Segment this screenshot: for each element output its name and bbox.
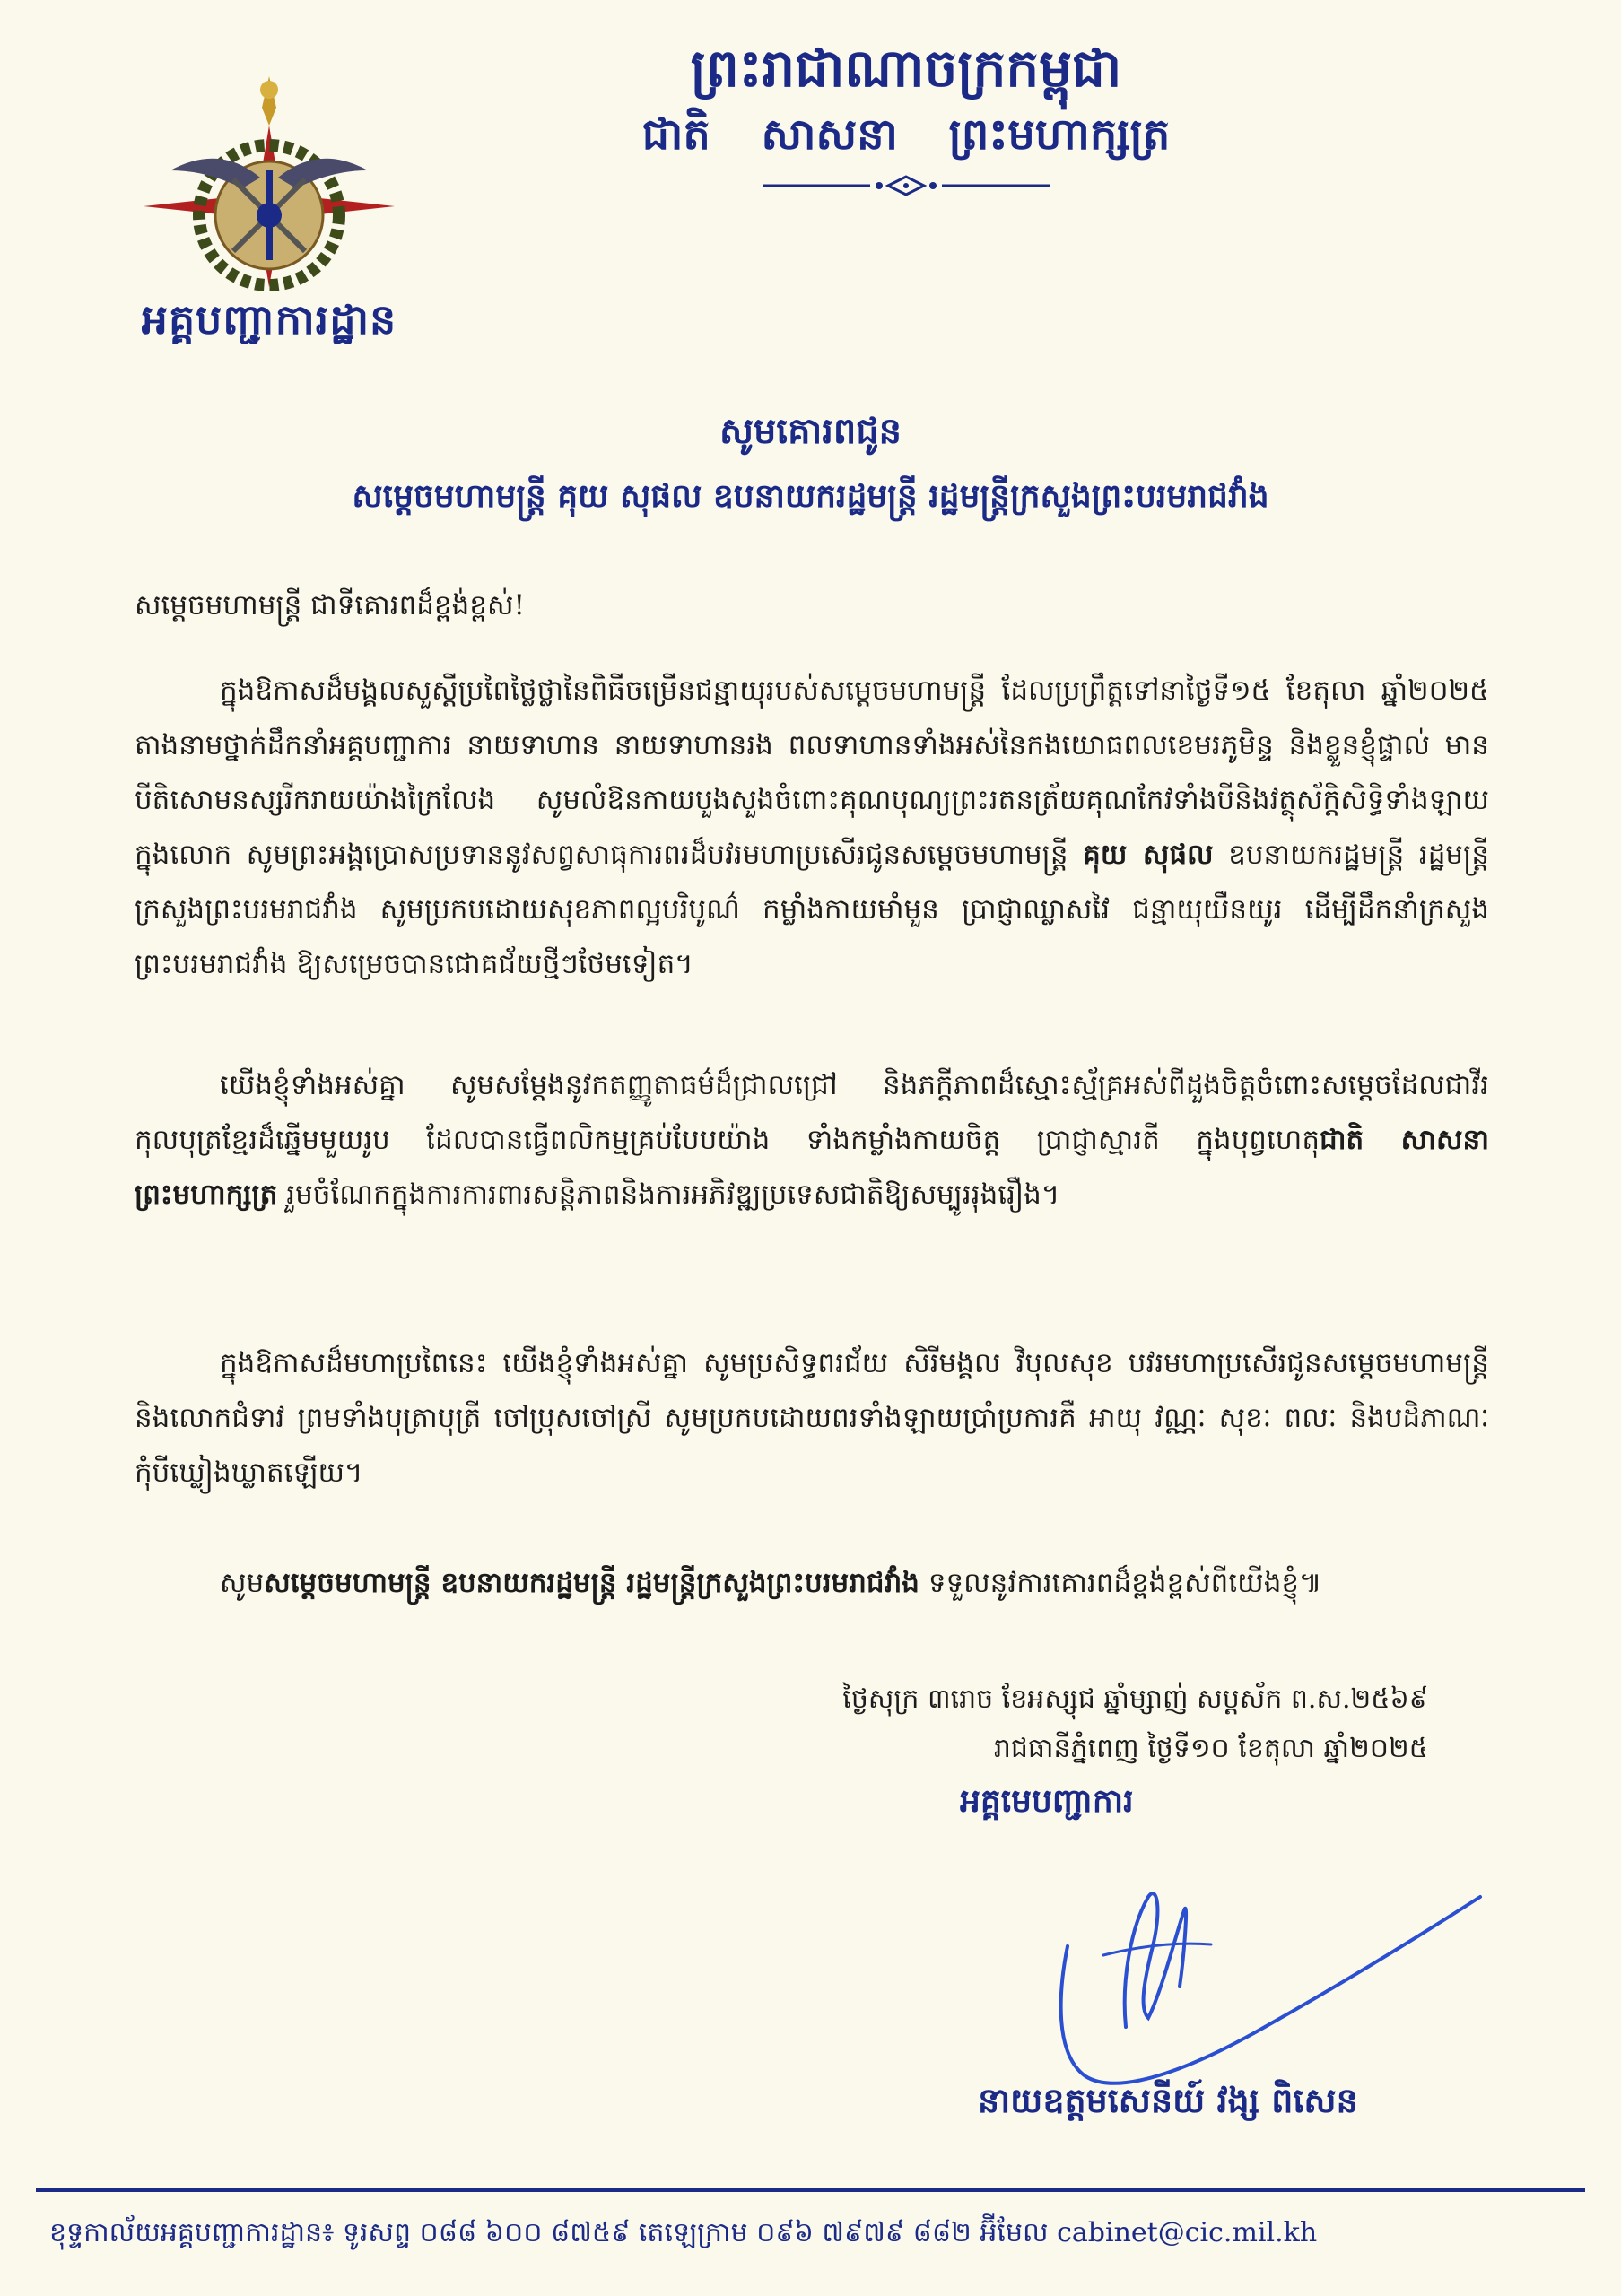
paragraph-1-text-c: ឧបនាយករដ្ឋមន្ត្រី រដ្ឋមន្ត្រីក្រសួងព្រះបរមរាជវាំង សូមប្រកបដោយសុខភាពល្អបរិបូណ៌ កម្លាំងកាយមាំមួន ប្រាជ្ញាឈ្លាសវៃ ជន្មាយុយឺនយូរ ដើម្បីដឹកនាំក្រសួងព្រះបរមរាជវាំង ឱ្យសម្រេចបានជោគជ័យថ្មីៗថែមទៀត។: [135, 839, 1490, 980]
paragraph-4-title: សម្តេចមហាមន្ត្រី ឧបនាយករដ្ឋមន្ត្រី រដ្ឋមន្ត្រីក្រសួងព្រះបរមរាជវាំង: [264, 1567, 919, 1599]
paragraph-2-text-c: រួមចំណែកក្នុងការការពារសន្តិភាពនិងការអភិវឌ្ឍប្រទេសជាតិឱ្យសម្បូររុងរឿង។: [286, 1178, 1060, 1211]
footer-email-link[interactable]: cabinet@cic.mil.kh: [1057, 2217, 1318, 2248]
paragraph-4-text-c: ទទួលនូវការគោរពដ៏ខ្ពង់ខ្ពស់ពីយើងខ្ញុំ៕: [928, 1567, 1322, 1599]
paragraph-1-text-a: ក្នុងឱកាសដ៏មង្គលសួស្តីប្រពៃថ្លៃថ្លានៃពិធីចម្រើនជន្មាយុរបស់សម្តេចមហាមន្ត្រី ដែលប្រព្រឹត្តទៅនាថ្ងៃទី១៥ ខែតុលា ឆ្នាំ២០២៥ តាងនាមថ្នាក់ដឹកនាំអគ្គបញ្ជាការ នាយទាហាន នាយទាហានរង ពលទាហានទាំងអស់នៃកងយោធពលខេមរភូមិន្ទ និងខ្លួនខ្ញុំផ្ទាល់ មានបីតិសោមនស្សរីករាយយ៉ាងក្រៃលែង សូមលំឱនកាយបួងសួងចំពោះគុណបុណ្យព្រះរតនត្រ័យគុណកែវទាំងបីនិងវត្ថុស័ក្តិសិទ្ធិទាំងឡាយក្នុងលោក សូមព្រះអង្គប្រោសប្រទាននូវសព្វសាធុការពរដ៏បវរមហាប្រសើរជូនសម្តេចមហាមន្ត្រី: [135, 674, 1489, 871]
signatory-title: អគ្គមេបញ្ជាការ: [960, 1783, 1134, 1820]
recipient-line: សម្ដេចមហាមន្ត្រី គុយ សុផល ឧបនាយករដ្ឋមន្ត្រី រដ្ឋមន្ត្រីក្រសួងព្រះបរមរាជវាំង: [352, 478, 1269, 515]
ministry-name: អគ្គបញ្ជាការដ្ឋាន: [141, 295, 397, 344]
footer-contact: [49, 2215, 1574, 2255]
paragraph-4-text-a: សូម: [220, 1567, 265, 1599]
paragraph-2-text-a: យើងខ្ញុំទាំងអស់គ្នា សូមសម្តែងនូវកតញ្ញូតាធម៌ដ៏ជ្រាលជ្រៅ និងភក្តីភាពដ៏ស្មោះស្ម័គ្រអស់ពីដួងចិត្តចំពោះសម្តេចដែលជាវីរកុលបុត្រខ្មែរដ៏ឆ្នើមមួយរូប ដែលបានធ្វើពលិកម្មគ្រប់បែបយ៉ាង ទាំងកម្លាំងកាយចិត្ត ប្រាជ្ញាស្មារតី ក្នុងបុព្វហេតុ: [135, 1069, 1489, 1156]
lunar-date: ថ្ងៃសុក្រ ៣រោច ខែអស្សុជ ឆ្នាំម្សាញ់ សប្តស័ក ព.ស.២៥៦៩: [842, 1683, 1428, 1715]
paragraph-2-motto: ជាតិ សាសនា ព្រះមហាក្សត្រ: [135, 1124, 1489, 1211]
paragraph-1-name: គុយ សុផល: [1083, 839, 1214, 871]
kingdom-title: ព្រះរាជាណាចក្រកម្ពុជា: [690, 38, 1122, 99]
paragraph-2: [135, 1058, 1489, 1222]
national-motto: ជាតិ សាសនា ព្រះមហាក្សត្រ: [641, 109, 1171, 160]
paragraph-3: ក្នុងឱកាសដ៏មហាប្រពៃនេះ យើងខ្ញុំទាំងអស់គ្នា សូមប្រសិទ្ធពរជ័យ សិរីមង្គល វិបុលសុខ បវរមហាប្រសើរជូនសម្តេចមហាមន្ត្រី និងលោកជំទាវ ព្រមទាំងបុត្រាបុត្រី ចៅប្រុសចៅស្រី សូមប្រកបដោយពរទាំងឡាយប្រាំប្រការគឺ អាយុ វណ្ណៈ សុខៈ ពលៈ និងបដិភាណៈ កុំបីឃ្លៀងឃ្លាតឡើយ។: [135, 1347, 1489, 1489]
military-emblem-icon: [135, 72, 404, 305]
divider-ornament-icon: [754, 175, 1059, 196]
paragraph-1: [135, 664, 1489, 992]
footer-divider: [36, 2188, 1585, 2192]
salutation-title: សូមគោរពជូន: [719, 411, 902, 452]
solar-date: រាជធានីភ្នំពេញ ថ្ងៃទី១០ ខែតុលា ឆ្នាំ២០២៥: [993, 1733, 1428, 1764]
footer-contact-text: ខុទ្ទកាល័យអគ្គបញ្ជាការដ្ឋាន៖ ទូរសព្ទ ០៨៨ ៦០០ ៨៧៥៩ តេឡេក្រាម ០៩៦ ៧៩៧៩ ៨៨២ អ៊ីមែល: [49, 2217, 1049, 2248]
paragraph-4: [135, 1556, 1489, 1611]
greeting: សម្តេចមហាមន្ត្រី ជាទីគោរពដ៏ខ្ពង់ខ្ពស់!: [135, 589, 525, 622]
signer-name: នាយឧត្តមសេនីយ៍ វង្ស ពិសេន: [978, 2081, 1358, 2120]
handwritten-signature-icon: [969, 1830, 1489, 2099]
